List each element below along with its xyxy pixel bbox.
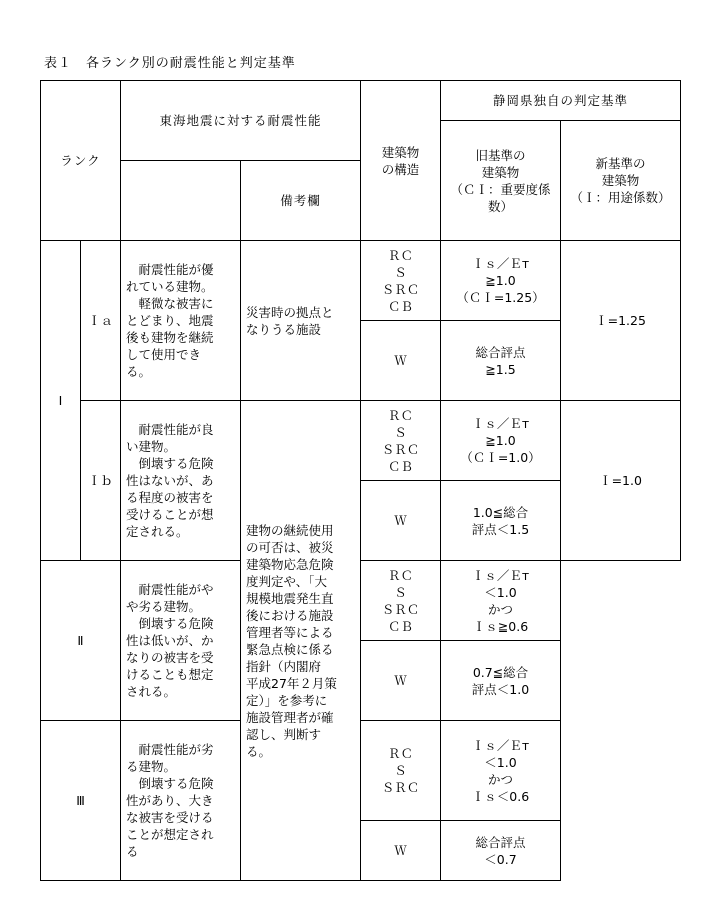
rank-1a-label: Ｉａ [80, 240, 121, 401]
header-shizuoka-criteria: 静岡県独自の判定基準 [440, 80, 681, 121]
rank-2-w-criteria: 0.7≦総合 評点＜1.0 [440, 640, 561, 721]
rank-1b-rc-criteria: Ｉｓ／Ｅт ≧1.0 （ＣＩ=1.0） [440, 400, 561, 481]
rank-3-w-structure: Ｗ [360, 820, 441, 881]
rank-1b-description: 耐震性能が良 い建物。 倒壊する危険 性はないが、あ る程度の被害を 受けることが想 定される。 [120, 400, 241, 561]
rank-3-rc-criteria: Ｉｓ／Ｅт ＜1.0 かつ Ｉｓ＜0.6 [440, 720, 561, 821]
rank-1a-new-criteria: Ｉ=1.25 [560, 240, 681, 401]
rank-1a-w-structure: Ｗ [360, 320, 441, 401]
header-structure: 建築物 の構造 [360, 80, 441, 241]
rank-1b-new-criteria: Ｉ=1.0 [560, 400, 681, 561]
rank-1a-w-criteria: 総合評点 ≧1.5 [440, 320, 561, 401]
rank-3-w-criteria: 総合評点 ＜0.7 [440, 820, 561, 881]
header-bikou: 備考欄 [240, 160, 361, 241]
rank-1b-w-criteria: 1.0≦総合 評点＜1.5 [440, 480, 561, 561]
rank-1a-bikou: 災害時の拠点と なりうる施設 [240, 240, 361, 401]
rank-1a-description: 耐震性能が優 れている建物。 軽微な被害に とどまり、地震 後も建物を継続 して使用でき る。 [120, 240, 241, 401]
rank-2-w-structure: Ｗ [360, 640, 441, 721]
rank-3-description: 耐震性能が劣 る建物。 倒壊する危険 性があり、大き な被害を受ける ことが想定され る [120, 720, 241, 881]
header-rank: ランク [40, 80, 121, 241]
rank-1b-label: Ｉｂ [80, 400, 121, 561]
header-blank [120, 161, 241, 241]
rank-1b-w-structure: Ｗ [360, 480, 441, 561]
rank-3-label: Ⅲ [40, 720, 121, 881]
header-new-standard: 新基準の 建築物 （Ｉ：用途係数） [560, 120, 681, 241]
rank-1a-rc-structure: ＲＣ Ｓ ＳＲＣ ＣＢ [360, 240, 441, 321]
rank-2-label: Ⅱ [40, 560, 121, 721]
rank-2-description: 耐震性能がや や劣る建物。 倒壊する危険 性は低いが、か なりの被害を受 けることも想定 される。 [120, 560, 241, 721]
rank-1b-rc-structure: ＲＣ Ｓ ＳＲＣ ＣＢ [360, 400, 441, 481]
rank-1a-rc-criteria: Ｉｓ／Ｅт ≧1.0 （ＣＩ=1.25） [440, 240, 561, 321]
header-tokai-performance: 東海地震に対する耐震性能 [120, 80, 361, 161]
rank-2-rc-criteria: Ｉｓ／Ｅт ＜1.0 かつ Ｉｓ≧0.6 [440, 560, 561, 641]
header-old-standard: 旧基準の 建築物 （ＣＩ：重要度係 数） [440, 120, 561, 241]
table-caption: 表１ 各ランク別の耐震性能と判定基準 [44, 56, 296, 71]
rank-2-rc-structure: ＲＣ Ｓ ＳＲＣ ＣＢ [360, 560, 441, 641]
rank-3-rc-structure: ＲＣ Ｓ ＳＲＣ [360, 720, 441, 821]
bikou-shared: 建物の継続使用 の可否は、被災 建築物応急危険 度判定や、「大 規模地震発生直 後における施設 管理者等による 緊急点検に係る 指針（内閣府 平成27年２月策 定）」を参考に 施設管理者が確 認し、判断す る。 [240, 400, 361, 881]
rank-1-label: Ⅰ [40, 240, 81, 561]
